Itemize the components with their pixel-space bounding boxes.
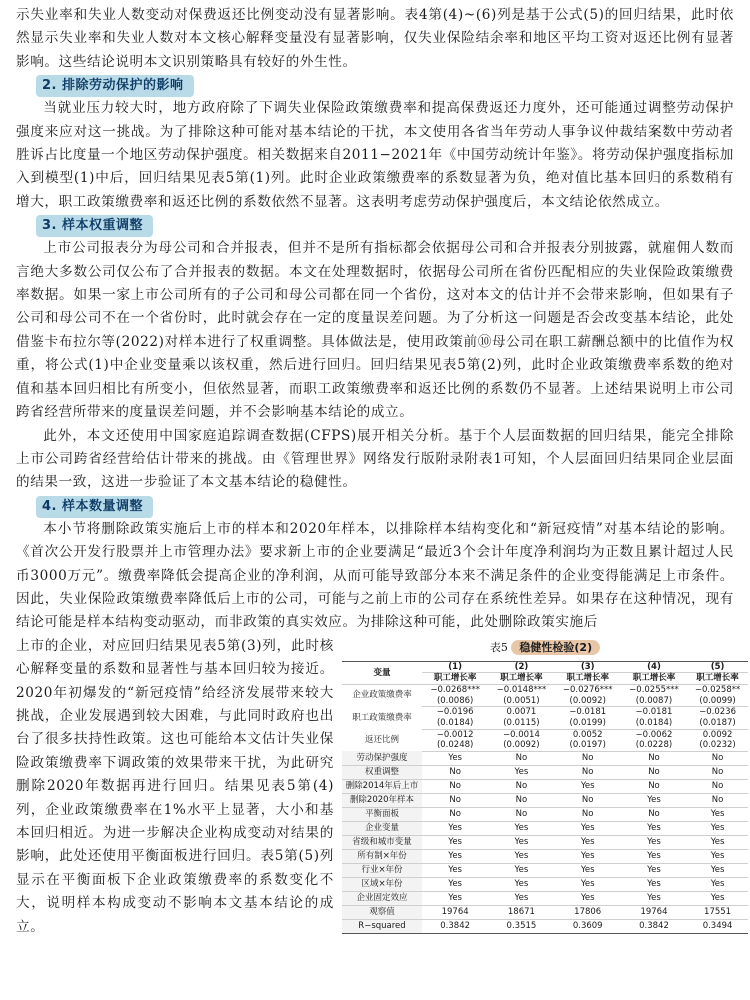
row-label: 行业×年份 <box>342 863 422 877</box>
control-cell: Yes <box>687 835 748 849</box>
control-cell: Yes <box>621 849 687 863</box>
row-label: 删除2014年后上市 <box>342 779 422 793</box>
control-cell: Yes <box>621 821 687 835</box>
control-cell: No <box>555 765 621 779</box>
table-row <box>342 707 748 718</box>
se-cell: (0.0051) <box>488 695 554 706</box>
control-cell: No <box>488 779 554 793</box>
control-cell: Yes <box>621 793 687 807</box>
row-label: 所有制×年份 <box>342 849 422 863</box>
coef-cell: −0.0012 <box>436 729 474 740</box>
paragraph-labor-protection: 当就业压力较大时，地方政府除了下调失业保险政策缴费率和提高保费返还力度外，还可能通过调整劳动保护强度来应对这一挑战。为了排除这种可能对基本结论的干扰，本文使用各省当年劳动人事争议仲裁结案数中劳动者胜诉占比度量一个地区劳动保护强度。相关数据来自2011−2021年《中国劳动统计年鉴》。将劳动保护强度指标加入到模型(1)中后，回归结果见表5第(1)列。此时企业政策缴费率的系数显著为负，绝对值比基本回归的系数稍有增大，职工政策缴费率和返还比例的系数依然不显著。这表明考虑劳动保护强度后，本文结论依然成立。 <box>16 100 734 210</box>
paper-page <box>16 4 741 939</box>
row-label: 删除2020年样本 <box>342 793 422 807</box>
se-cell: (0.0087) <box>621 695 687 706</box>
control-cell: Yes <box>422 821 488 835</box>
control-cell: No <box>422 793 488 807</box>
coef-cell: −0.0255*** <box>629 684 679 695</box>
control-cell: Yes <box>422 863 488 877</box>
control-cell: 0.3842 <box>422 919 488 933</box>
se-cell: (0.0197) <box>555 740 621 751</box>
control-cell: Yes <box>687 891 748 905</box>
control-cell: Yes <box>422 835 488 849</box>
control-cell: No <box>621 779 687 793</box>
se-cell: (0.0092) <box>488 740 554 751</box>
control-cell: 19764 <box>621 905 687 919</box>
row-label: 权重调整 <box>342 765 422 779</box>
table-row <box>342 684 748 695</box>
row-label: 企业政策缴费率 <box>352 690 412 701</box>
paragraph-sample-size-cont: 上市的企业，对应回归结果见表5第(3)列，此时核心解释变量的系数和显著性与基本回归较为接近。2020年初爆发的“新冠疫情”给经济发展带来较大挑战，企业发展遇到较大困难，与此同时政府也出台了很多扶持性政策。这也可能给本文估计失业保险政策缴费率下调政策的效果带来干扰，为此研究删除2020年数据再进行回归。结果见表5第(4)列，企业政策缴费率在1%水平上显著，大小和基本回归相近。为进一步解决企业构成变动对结果的影响，此处还使用平衡面板进行回归。表5第(5)列显示在平衡面板下企业政策缴费率的系数变化不大，说明样本构成变动不影响本文基本结论的成立。 <box>16 637 334 935</box>
section-heading-labor-protection: 2. 排除劳动保护的影响 <box>36 75 194 97</box>
control-cell: 0.3842 <box>621 919 687 933</box>
table-row <box>342 849 748 863</box>
regression-table <box>342 661 748 934</box>
control-cell: Yes <box>422 877 488 891</box>
section-heading-weight-adjust: 3. 样本权重调整 <box>36 215 153 237</box>
coef-cell: 0.0071 <box>506 707 537 718</box>
row-label: 返还比例 <box>364 734 399 745</box>
control-cell: 0.3494 <box>687 919 748 933</box>
control-cell: No <box>687 751 748 765</box>
control-cell: Yes <box>555 891 621 905</box>
se-cell: (0.0115) <box>488 718 554 729</box>
col-number: (5) <box>687 661 748 673</box>
se-cell: (0.0092) <box>555 695 621 706</box>
row-label: 企业固定效应 <box>342 891 422 905</box>
table-row <box>342 919 748 933</box>
table-row <box>342 891 748 905</box>
se-cell: (0.0086) <box>422 695 488 706</box>
col-label: 职工增长率 <box>555 673 621 685</box>
control-cell: Yes <box>687 877 748 891</box>
se-cell: (0.0228) <box>621 740 687 751</box>
table-row <box>342 779 748 793</box>
coef-cell: −0.0236 <box>699 707 736 718</box>
control-cell: No <box>422 807 488 821</box>
col-number: (3) <box>555 661 621 673</box>
control-cell: Yes <box>555 877 621 891</box>
control-cell: No <box>687 793 748 807</box>
control-cell: Yes <box>422 891 488 905</box>
coef-cell: 0.0092 <box>702 729 733 740</box>
table-row <box>342 835 748 849</box>
control-cell: Yes <box>621 863 687 877</box>
coef-cell: −0.0258** <box>694 684 741 695</box>
se-cell: (0.0184) <box>422 718 488 729</box>
control-cell: No <box>488 751 554 765</box>
control-cell: No <box>555 751 621 765</box>
control-cell: 19764 <box>422 905 488 919</box>
section-heading-sample-size: 4. 样本数量调整 <box>36 496 153 518</box>
control-cell: Yes <box>687 807 748 821</box>
table-row <box>342 751 748 765</box>
control-cell: Yes <box>555 863 621 877</box>
table-row <box>342 729 748 740</box>
se-cell: (0.0232) <box>687 740 748 751</box>
control-cell: No <box>422 779 488 793</box>
table-row <box>342 905 748 919</box>
table-row <box>342 765 748 779</box>
row-label: 平衡面板 <box>342 807 422 821</box>
col-number: (2) <box>488 661 554 673</box>
control-cell: No <box>555 807 621 821</box>
col-number: (1) <box>422 661 488 673</box>
row-label: 劳动保护强度 <box>342 751 422 765</box>
control-cell: 17806 <box>555 905 621 919</box>
control-cell: No <box>422 765 488 779</box>
text-table-wrap <box>16 635 741 939</box>
table-row <box>342 877 748 891</box>
control-cell: Yes <box>488 835 554 849</box>
coef-cell: −0.0196 <box>436 707 474 718</box>
table-row <box>342 863 748 877</box>
row-label: 企业变量 <box>342 821 422 835</box>
row-label: 观察值 <box>342 905 422 919</box>
table-row <box>342 807 748 821</box>
control-cell: Yes <box>621 835 687 849</box>
coef-cell: −0.0181 <box>569 707 607 718</box>
control-cell: Yes <box>488 877 554 891</box>
row-label: R−squared <box>342 919 422 933</box>
control-cell: 17551 <box>687 905 748 919</box>
control-cell: No <box>621 765 687 779</box>
se-cell: (0.0184) <box>621 718 687 729</box>
control-cell: Yes <box>555 779 621 793</box>
control-cell: Yes <box>687 849 748 863</box>
control-cell: 0.3515 <box>488 919 554 933</box>
control-cell: Yes <box>488 891 554 905</box>
table-row <box>342 793 748 807</box>
table-caption <box>342 637 748 659</box>
col-label: 职工增长率 <box>621 673 687 685</box>
paragraph-sample-size: 本小节将删除政策实施后上市的样本和2020年样本，以排除样本结构变化和“新冠疫情”对基本结论的影响。《首次公开发行股票并上市管理办法》要求新上市的企业要满足“最近3个会计年度净利润均为正数且累计超过人民币3000万元”。缴费率降低会提高企业的净利润，从而可能导致部分本来不满足条件的企业变得能满足上市条件。因此，失业保险政策缴费率降低后上市的公司，可能与之前上市的公司存在系统性差异。如果存在这种情况，现有结论可能是样本结构变动驱动，而非政策的真实效应。为排除这种可能，此处删除政策实施后 <box>16 520 734 631</box>
se-cell: (0.0248) <box>422 740 488 751</box>
control-cell: No <box>488 807 554 821</box>
table-row <box>342 821 748 835</box>
se-cell: (0.0099) <box>687 695 748 706</box>
control-cell: Yes <box>488 765 554 779</box>
control-cell: 18671 <box>488 905 554 919</box>
coef-cell: −0.0181 <box>635 707 673 718</box>
control-cell: No <box>555 793 621 807</box>
robustness-table <box>342 637 748 934</box>
coef-cell: 0.0052 <box>572 729 603 740</box>
col-number: (4) <box>621 661 687 673</box>
control-cell: Yes <box>621 877 687 891</box>
coef-cell: −0.0014 <box>502 729 540 740</box>
coef-cell: −0.0062 <box>635 729 673 740</box>
col-label: 职工增长率 <box>488 673 554 685</box>
control-cell: Yes <box>488 863 554 877</box>
coef-cell: −0.0276*** <box>562 684 613 695</box>
table-body <box>342 684 748 933</box>
control-cell: Yes <box>555 821 621 835</box>
table-header-variable: 变量 <box>342 661 422 684</box>
control-cell: No <box>621 751 687 765</box>
control-cell: No <box>687 765 748 779</box>
coef-cell: −0.0148*** <box>496 684 547 695</box>
control-cell: No <box>687 779 748 793</box>
col-label: 职工增长率 <box>422 673 488 685</box>
row-label: 职工政策缴费率 <box>352 712 412 723</box>
paragraph-intro: 示失业率和失业人数变动对保费返还比例变动没有显著影响。表4第(4)~(6)列是基于公式(5)的回归结果，此时依然显示失业率和失业人数对本文核心解释变量没有显著影响，仅失业保险结余率和地区平均工资对返还比例有显著影响。这些结论说明本文识别策略具有较好的外生性。 <box>16 7 734 70</box>
row-label: 省级和城市变量 <box>342 835 422 849</box>
col-label: 职工增长率 <box>687 673 748 685</box>
paragraph-cfps: 此外，本文还使用中国家庭追踪调查数据(CFPS)展开相关分析。基于个人层面数据的回归结果，能完全排除上市公司跨省经营给估计带来的挑战。由《管理世界》网络发行版附录附表1可知，个人层面回归结果同企业层面的结果一致，这进一步验证了本文基本结论的稳健性。 <box>16 427 734 491</box>
control-cell: Yes <box>488 849 554 863</box>
control-cell: Yes <box>488 821 554 835</box>
control-cell: Yes <box>687 863 748 877</box>
control-cell: Yes <box>422 751 488 765</box>
se-cell: (0.0199) <box>555 718 621 729</box>
control-cell: Yes <box>422 849 488 863</box>
table-caption-title: 稳健性检验(2) <box>511 640 600 655</box>
row-label: 区域×年份 <box>342 877 422 891</box>
control-cell: Yes <box>687 821 748 835</box>
se-cell: (0.0187) <box>687 718 748 729</box>
paragraph-weight-adjust: 上市公司报表分为母公司和合并报表，但并不是所有指标都会依据母公司和合并报表分别披露，就雇佣人数而言绝大多数公司仅公布了合并报表的数据。本文在处理数据时，依据母公司所在省份匹配相应的失业保险政策缴费率数据。如果一家上市公司所有的子公司和母公司都在同一个省份，这对本文的估计并不会带来影响，但如果有子公司和母公司不在一个省份时，此时就会存在一定的度量误差问题。为了分析这一问题是否会改变基本结论，此处借鉴卡布拉尔等(2022)对样本进行了权重调整。具体做法是，使用政策前⑩母公司在职工薪酬总额中的比值作为权重，将公式(1)中企业变量乘以该权重，然后进行回归。回归结果见表5第(2)列，此时企业政策缴费率系数的绝对值和基本回归相比有所变小，但依然显著，而职工政策缴费率和返还比例的系数仍不显著。上述结果说明上市公司跨省经营所带来的度量误差问题，并不会影响基本结论的成立。 <box>16 240 734 421</box>
control-cell: Yes <box>621 891 687 905</box>
control-cell: Yes <box>555 849 621 863</box>
control-cell: 0.3609 <box>555 919 621 933</box>
table-caption-number: 表5 <box>489 640 508 654</box>
control-cell: No <box>621 807 687 821</box>
coef-cell: −0.0268*** <box>430 684 480 695</box>
control-cell: No <box>488 793 554 807</box>
control-cell: Yes <box>555 835 621 849</box>
